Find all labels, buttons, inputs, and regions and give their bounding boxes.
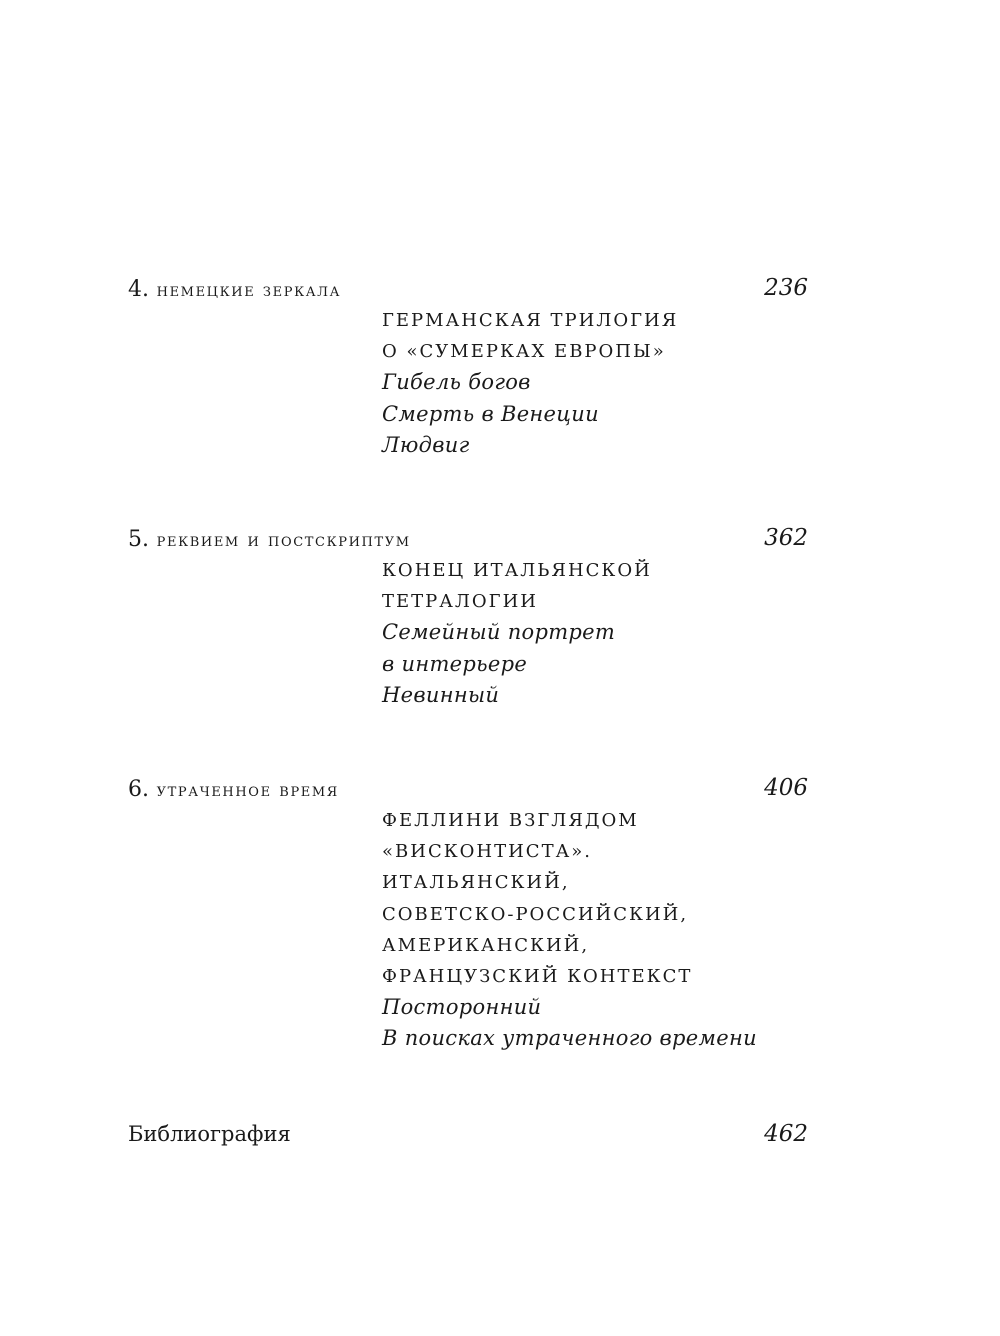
- subentry: «ВИСКОНТИСТА».: [382, 841, 592, 863]
- subentry: АМЕРИКАНСКИЙ,: [382, 934, 590, 956]
- chapter-page-number: 236: [764, 275, 808, 301]
- subentry: Посторонний: [382, 995, 542, 1020]
- bibliography-entry: [128, 1122, 808, 1154]
- subentry: ГЕРМАНСКАЯ ТРИЛОГИЯ: [382, 310, 679, 331]
- subentry: Невинный: [382, 682, 500, 707]
- subentry: ФЕЛЛИНИ ВЗГЛЯДОМ: [382, 810, 639, 831]
- chapter-number: 6.: [128, 777, 149, 802]
- chapter-5-subentries: [382, 555, 652, 711]
- chapter-number: 4.: [128, 277, 149, 302]
- subentry: ФРАНЦУЗСКИЙ КОНТЕКСТ: [382, 965, 693, 987]
- chapter-title: [128, 527, 411, 552]
- chapter-number: 5.: [128, 527, 149, 552]
- chapter-page-number: 362: [764, 525, 808, 551]
- chapter-name: реквием и постскриптум: [156, 529, 411, 551]
- subentry: Гибель богов: [382, 370, 531, 395]
- subentry: О «СУМЕРКАХ ЕВРОПЫ»: [382, 341, 666, 363]
- chapter-title: [128, 777, 339, 802]
- chapter-name: утраченное время: [156, 779, 339, 801]
- subentry: Людвиг: [382, 432, 470, 457]
- chapter-6-subentries: [382, 805, 757, 1055]
- chapter-title: [128, 277, 341, 302]
- chapter-6-heading: [128, 777, 808, 807]
- subentry: Семейный портрет: [382, 620, 616, 645]
- subentry: КОНЕЦ ИТАЛЬЯНСКОЙ: [382, 560, 652, 581]
- bibliography-label: Библиография: [128, 1122, 291, 1146]
- subentry: ТЕТРАЛОГИИ: [382, 591, 538, 613]
- subentry: Смерть в Венеции: [382, 401, 599, 426]
- bibliography-page-number: 462: [764, 1121, 808, 1147]
- chapter-page-number: 406: [764, 775, 808, 801]
- chapter-4-heading: [128, 277, 808, 307]
- subentry: в интерьере: [382, 651, 528, 676]
- subentry: СОВЕТСКО-РОССИЙСКИЙ,: [382, 903, 689, 925]
- subentry: ИТАЛЬЯНСКИЙ,: [382, 872, 570, 894]
- chapter-name: немецкие зеркала: [156, 279, 342, 301]
- subentry: В поисках утраченного времени: [382, 1026, 757, 1051]
- chapter-5-heading: [128, 527, 808, 557]
- chapter-4-subentries: [382, 305, 678, 461]
